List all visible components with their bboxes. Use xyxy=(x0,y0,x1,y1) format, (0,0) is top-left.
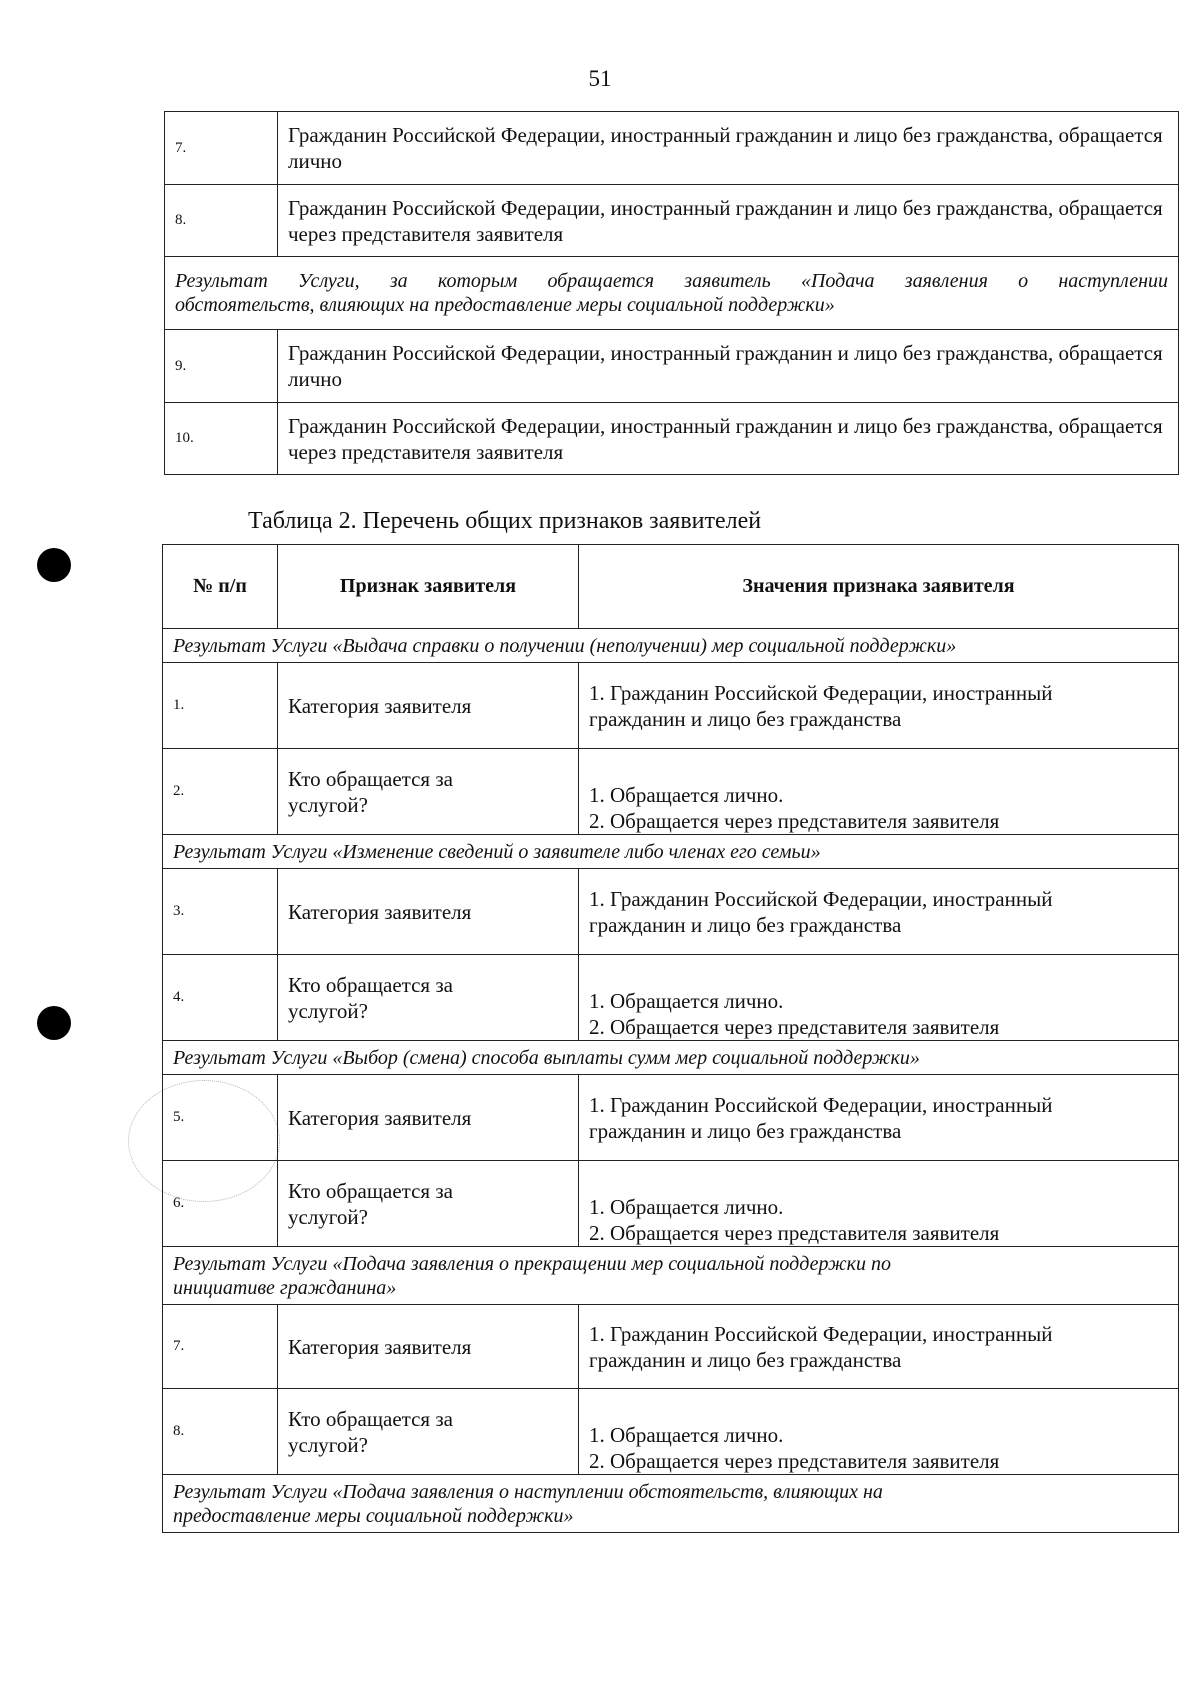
row-values xyxy=(579,1389,1179,1475)
row-value-line1: 1. Гражданин Российской Федерации, иностранный xyxy=(589,1092,1053,1117)
row-number: 3. xyxy=(163,869,278,955)
row-sign xyxy=(278,1389,579,1475)
row-values xyxy=(579,955,1179,1041)
row-sign-line1: Кто обращается за xyxy=(288,972,453,997)
row-text: Гражданин Российской Федерации, иностранный гражданин и лицо без гражданства, обращается через представителя заявителя xyxy=(278,185,1179,257)
table-row xyxy=(165,330,1179,403)
row-value-line2: гражданин и лицо без гражданства xyxy=(589,1347,902,1372)
row-number: 4. xyxy=(163,955,278,1041)
row-sign xyxy=(278,869,579,955)
table-row xyxy=(163,1075,1179,1161)
section-title: Результат Услуги «Выдача справки о получении (неполучении) мер социальной поддержки» xyxy=(163,629,1179,663)
row-value-line2: гражданин и лицо без гражданства xyxy=(589,912,902,937)
section-row xyxy=(163,835,1179,869)
row-value-line2: гражданин и лицо без гражданства xyxy=(589,1118,902,1143)
row-number: 5. xyxy=(163,1075,278,1161)
row-number: 8. xyxy=(165,185,278,257)
table-row xyxy=(163,1389,1179,1475)
page-number: 51 xyxy=(588,66,612,91)
row-sign-line2: услугой? xyxy=(288,1432,368,1457)
row-number: 7. xyxy=(165,112,278,185)
row-values xyxy=(579,749,1179,835)
section-title-line2: инициативе гражданина» xyxy=(173,1276,397,1299)
row-values xyxy=(579,1305,1179,1389)
row-text: Гражданин Российской Федерации, иностранный гражданин и лицо без гражданства, обращается лично xyxy=(278,112,1179,185)
row-value-line2: 2. Обращается через представителя заявителя xyxy=(589,1449,1000,1473)
row-sign xyxy=(278,1161,579,1247)
row-values xyxy=(579,1075,1179,1161)
section-title: Результат Услуги «Изменение сведений о заявителе либо членах его семьи» xyxy=(163,835,1179,869)
section-title xyxy=(163,1247,1179,1305)
row-value-line1: 1. Гражданин Российской Федерации, иностранный xyxy=(589,886,1053,911)
row-value-line2: гражданин и лицо без гражданства xyxy=(589,706,902,731)
section-title xyxy=(165,257,1179,330)
row-sign xyxy=(278,1305,579,1389)
section-row xyxy=(163,1475,1179,1533)
table-row xyxy=(163,1161,1179,1247)
section-title-line2: обстоятельств, влияющих на предоставление меры социальной поддержки» xyxy=(175,294,835,316)
row-value-line1: 1. Гражданин Российской Федерации, иностранный xyxy=(589,680,1053,705)
row-sign xyxy=(278,749,579,835)
punch-hole-top xyxy=(37,548,71,582)
table-row xyxy=(163,1305,1179,1389)
row-sign xyxy=(278,663,579,749)
table2-title: Таблица 2. Перечень общих признаков заявителей xyxy=(248,508,762,534)
section-title xyxy=(163,1475,1179,1533)
row-value-line1: 1. Обращается лично. xyxy=(589,783,784,807)
row-number: 10. xyxy=(165,403,278,475)
row-sign-line1: Категория заявителя xyxy=(288,693,472,718)
section-title-line1: Результат Услуги, за которым обращается заявитель «Подача заявления о наступлении xyxy=(175,270,1168,292)
header-number: № п/п xyxy=(163,545,278,629)
row-text: Гражданин Российской Федерации, иностранный гражданин и лицо без гражданства, обращается лично xyxy=(278,330,1179,403)
row-number: 9. xyxy=(165,330,278,403)
row-sign-line2: услугой? xyxy=(288,998,368,1023)
table-row xyxy=(165,403,1179,475)
section-row xyxy=(163,1247,1179,1305)
row-sign-line1: Кто обращается за xyxy=(288,1178,453,1203)
row-sign-line2: услугой? xyxy=(288,792,368,817)
section-title: Результат Услуги «Выбор (смена) способа выплаты сумм мер социальной поддержки» xyxy=(163,1041,1179,1075)
row-number: 2. xyxy=(163,749,278,835)
row-sign-line1: Категория заявителя xyxy=(288,1105,472,1130)
row-number: 7. xyxy=(163,1305,278,1389)
row-value-line2: 2. Обращается через представителя заявителя xyxy=(589,809,1000,833)
section-row xyxy=(165,257,1179,330)
row-sign-line1: Категория заявителя xyxy=(288,899,472,924)
header-sign: Признак заявителя xyxy=(278,545,579,629)
row-sign-line1: Категория заявителя xyxy=(288,1334,472,1359)
row-value-line2: 2. Обращается через представителя заявителя xyxy=(589,1221,1000,1245)
row-text: Гражданин Российской Федерации, иностранный гражданин и лицо без гражданства, обращается через представителя заявителя xyxy=(278,403,1179,475)
section-title-line2: предоставление меры социальной поддержки» xyxy=(173,1504,574,1527)
table-row xyxy=(165,112,1179,185)
table-row xyxy=(163,749,1179,835)
header-values: Значения признака заявителя xyxy=(579,545,1179,629)
row-number: 1. xyxy=(163,663,278,749)
section-row xyxy=(163,1041,1179,1075)
row-number: 6. xyxy=(163,1161,278,1247)
row-sign xyxy=(278,1075,579,1161)
section-title-line1: Результат Услуги «Подача заявления о наступлении обстоятельств, влияющих на xyxy=(173,1480,883,1503)
row-sign xyxy=(278,955,579,1041)
table-row xyxy=(163,869,1179,955)
row-value-line1: 1. Гражданин Российской Федерации, иностранный xyxy=(589,1321,1053,1346)
row-values xyxy=(579,1161,1179,1247)
table-row xyxy=(163,663,1179,749)
row-sign-line2: услугой? xyxy=(288,1204,368,1229)
section-row xyxy=(163,629,1179,663)
row-value-line1: 1. Обращается лично. xyxy=(589,1195,784,1219)
row-value-line1: 1. Обращается лично. xyxy=(589,989,784,1013)
table-header-row xyxy=(163,545,1179,629)
row-value-line2: 2. Обращается через представителя заявителя xyxy=(589,1015,1000,1039)
row-values xyxy=(579,663,1179,749)
applicant-signs-table xyxy=(162,544,1179,1533)
row-values xyxy=(579,869,1179,955)
punch-hole-bottom xyxy=(37,1006,71,1040)
row-number: 8. xyxy=(163,1389,278,1475)
row-sign-line1: Кто обращается за xyxy=(288,1406,453,1431)
row-sign-line1: Кто обращается за xyxy=(288,766,453,791)
section-title-line1: Результат Услуги «Подача заявления о прекращении мер социальной поддержки по xyxy=(173,1252,891,1275)
row-value-line1: 1. Обращается лично. xyxy=(589,1423,784,1447)
table-row xyxy=(163,955,1179,1041)
applicant-variants-table xyxy=(164,111,1179,475)
table-row xyxy=(165,185,1179,257)
